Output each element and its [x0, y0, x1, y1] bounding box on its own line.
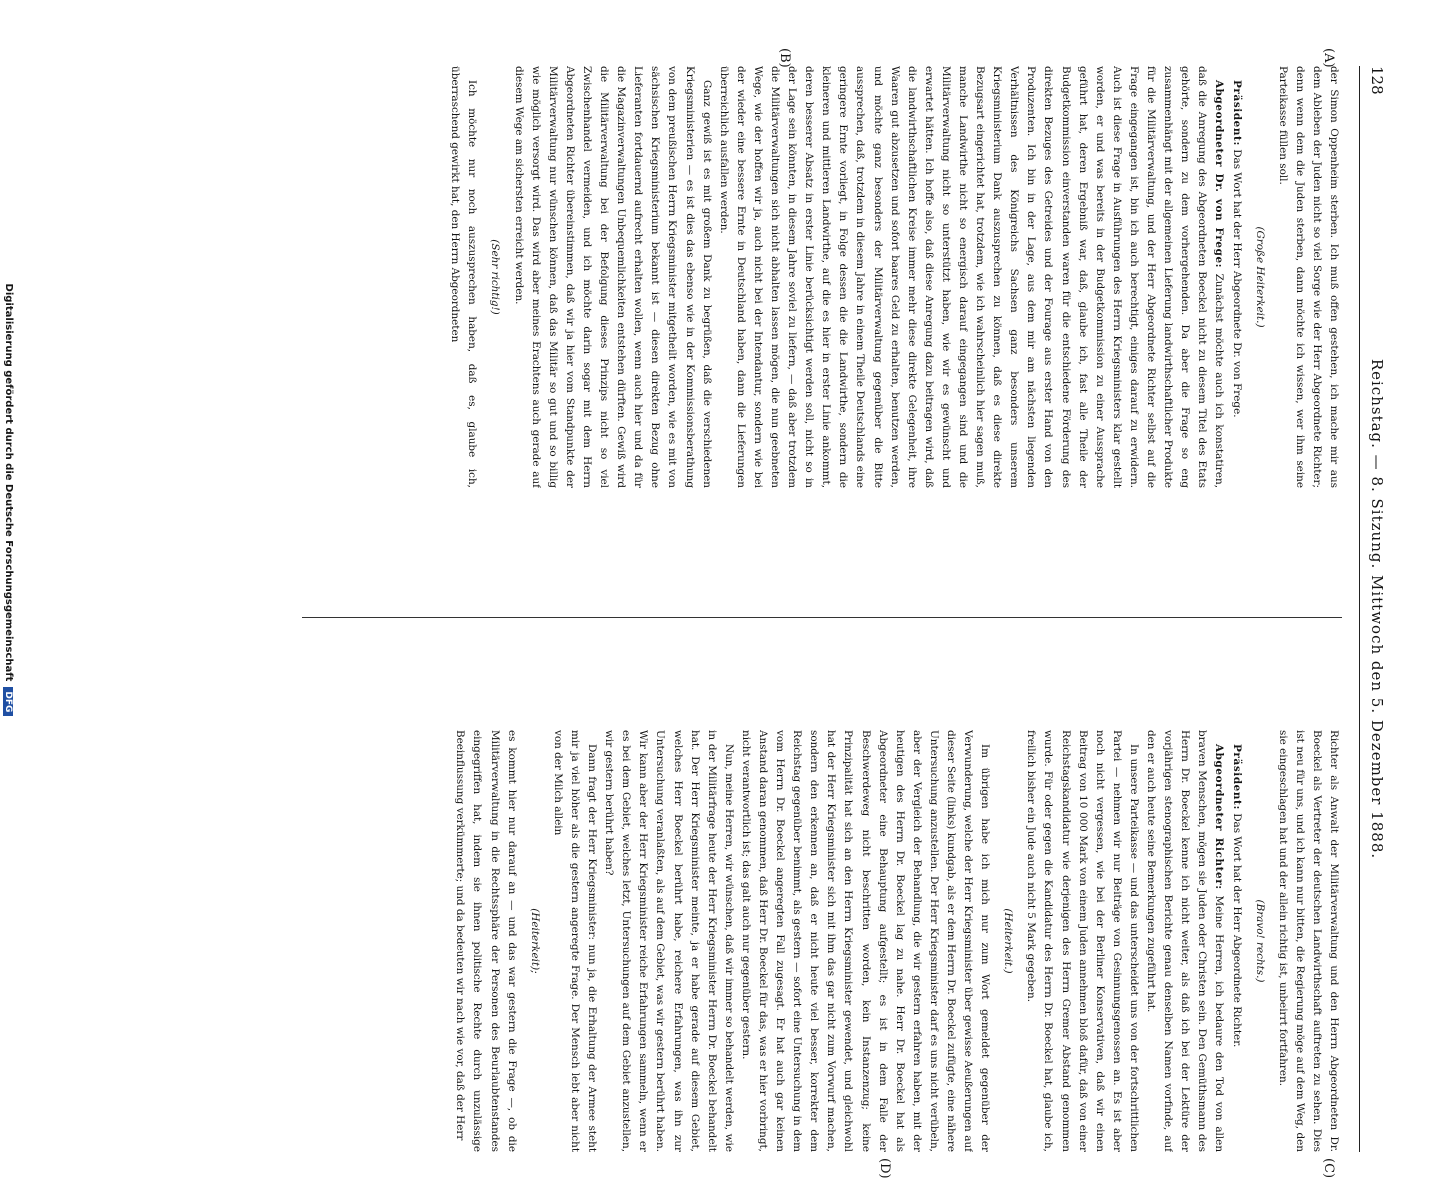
margin-marker-b: (B): [777, 48, 792, 68]
interjection: (Heiterkeit);: [528, 908, 541, 974]
running-header: [1358, 66, 1404, 1152]
paragraph: Ich möchte nur noch auszusprechen haben, daß es, glaube ich, überraschend gewirkt hat, den Herrn Abgeordneten: [449, 66, 479, 488]
column-divider: [302, 617, 1342, 618]
speech-text: Meine Herren, ich bedaure den Tod von allen braven Menschen, mögen sie Juden oder Christen sein. Den Gemüthsmann des Herrn Dr. Boeckel kenne ich nicht weiter, als daß ich bei der Lektüre der vorjährigen stenographischen Berichte genau denselben Namen vorfinde, auf den er auch heute seine Bemerkungen zugeführt hat.: [1145, 730, 1226, 1152]
left-column: [282, 66, 1342, 488]
speaker-label: Präsident:: [1230, 80, 1243, 146]
dfg-logo: DFG: [4, 687, 14, 716]
interjection: (Bravo! rechts.): [1253, 899, 1266, 983]
speaker-label: Abgeordneter Richter:: [1213, 744, 1226, 890]
interjection: (Sehr richtig!): [489, 239, 502, 315]
right-column: [282, 730, 1342, 1152]
margin-marker-c: (C): [1321, 1158, 1336, 1179]
paragraph: Im übrigen habe ich mich nur zum Wort gemeldet gegenüber der Verwunderung, welche der Herr Kriegsminister über gewisse Aeußerungen auf dieser Seite (links) kundgab, als er dem Herrn Dr. Boeckel zufügte, eine nähere Untersuchung anzustellen. Der Herr Kriegsminister darf es uns nicht verübeln, aber der Vergleich der Behandlung, die wir gestern erfahren haben, mit der heutigen des Herrn Dr. Boeckel lag zu nahe. Herr Dr. Boeckel hat als Abgeordneter eine Behauptung aufgestellt; es ist in dem Falle der Beschwerdeweg nicht beschritten worden, kein Instanzenzug; keine Prinzipalität hat sich an den Herrn Kriegsminister gewendet, und gleichwohl hat der Herr Kriegsminister sich mit ihm das gar nicht zum Vorwurf machen, sondern den erkennen an, daß er nicht heute viel besser, korrekter dem Reichstag gegenüber benimmt, als gestern — sofort eine Untersuchung in dem vom Herrn Dr. Boeckel angeregten Fall zugesagt. Er hat auch gar keinen Anstand daran genommen, daß Herr Dr. Boeckel für das, was er hier vorbringt, nicht verantwortlich ist; das galt auch nur gegenüber gestern.: [739, 730, 992, 1152]
paragraph: Ganz gewiß ist es mit großem Dank zu begrüßen, daß die verschiedenen Kriegsministerien — es ist dies das ebenso wie in der Kommissionsberathung von dem preußischen Herrn Kriegsminister mitgetheilt worden, wie es mit von sächsischen Kriegsministerium bekannt ist — diesen direkten Bezug ohne Lieferanten fortdauernd aufrecht erhalten wollen, wenn auch hier und da für die Magazinverwaltungen Unbequemlichkeiten entstehen dürften. Gewiß wird die Militärverwaltung bei der Befolgung dieses Prinzips nicht so viel Zwischenhandel vermeiden, und ich möchte darin sogar mit dem Herrn Abgeordneten Richter übereinstimmen, daß wir ja hier vom Standpunkte der Militärverwaltung nur wünschen können, daß das Militär so gut und so billig wie möglich versorgt wird. Das wird aber meines Erachtens auch gerade auf diesem Wege am sichersten erreicht werden.: [512, 66, 713, 488]
paragraph: [1227, 730, 1244, 1152]
interjection: (Heiterkeit.): [1002, 908, 1015, 974]
interjection: (Große Heiterkeit.): [1253, 226, 1266, 328]
paragraph: [1227, 66, 1244, 488]
margin-marker-a: (A): [1321, 48, 1336, 68]
paragraph: der Simon Oppenheim sterben. Ich muß offen gestehen, ich mache mir aus dem Ableben der Juden nicht so viel Sorge wie der Herr Abgeordnete Richter; denn wenn dem die Juden sterben, dann möchte ich wissen, wer ihm seine Parteikasse füllen soll.: [1276, 66, 1340, 488]
paragraph: [1142, 730, 1227, 1152]
page-number: 128: [1368, 66, 1386, 95]
paragraph: es kommt hier nur darauf an — und das war gestern die Frage —, ob die Militärverwaltung in die Rechtssphäre der Personen des Beurlaubtenstandes eingegriffen hat, indem sie ihnen politische Rechte durch unzulässige Beeinflussung verkümmerte; und da bedeuten wir nach wie vor, daß der Herr: [454, 730, 518, 1152]
margin-marker-d: (D): [877, 1158, 892, 1179]
digitization-footer: [3, 0, 14, 1000]
paragraph: Nun, meine Herren, wir wünschen, daß wir immer so behandelt werden, wie in der Militärfrage heute der Herr Kriegsminister Herrn Dr. Boeckel behandelt hat. Der Herr Kriegsminister meinte, ja er habe gerade auf diesem Gebiet, welches Herr Boeckel berührt habe, reichere Erfahrungen, was ihn zur Untersuchung veranlaßten, als auf dem Gebiet, was wir gestern berührt haben. Wir kann aber der Herr Kriegsminister reiche Erfahrungen sammeln, wenn er es bei dem Gebiet, welches letzt, Untersuchungen auf dem Gebiet anzustellen, wir gestern berührt haben?: [603, 730, 735, 1152]
speaker-label: Abgeordneter Dr. von Frege:: [1213, 80, 1226, 269]
speech-text: Das Wort hat der Herr Abgeordnete Dr. von Frege.: [1230, 145, 1243, 418]
speech-text: Zunächst möchte auch ich konstatiren, daß die Anregung des Abgeordneten Boeckel nicht zu diesem Titel des Etats gehörte, sondern zu dem vorhergehenden. Da aber die Frage so eng zusammenhängt mit der allgemeinen Lieferung landwirthschaftlicher Produkte für die Militärverwaltung, und der Herr Abgeordnete Richter selbst auf die Frage eingegangen ist, bin ich auch berechtigt, einiges darauf zu erwidern. Auch ist diese Frage in Ausführungen des Herrn Kriegsministers klar gestellt worden, er und was bereits in der Budgetkommission zu einer Aussprache geführt hat, deren Ergebniß war, daß, glaube ich, fast alle Theile der Budgetkommission einverstanden waren für die entschiedene Förderung des direkten Bezuges des Getreides und der Fourage aus erster Hand von den Produzenten. Ich bin in der Lage, aus dem mir am nächsten liegenden Verhältnissen des Königreichs Sachsen ganz besonders unserem Kriegsministerium Dank auszusprechen zu können, daß es diese direkte Bezugsart eingerichtet hat, trotzdem, wie ich wahrscheinlich hier sagen muß, manche Landwirthe nicht so energisch darauf eingegangen sind und die Militärverwaltung nicht so unterstützt haben, wie wir es gewünscht und erwartet hätten. Ich hoffe also, daß diese Anregung dazu beitragen wird, daß die landwirthschaftlichen Kreise immer mehr diese direkte Gelegenheit, ihre Waaren gut abzusetzen und sofort baares Geld zu erhalten, benutzen werden, und möchte ganz besonders der Militärverwaltung gegenüber die Bitte aussprechen, daß, trotzdem in diesem Jahre in einem Theile Deutschlands eine geringere Ernte vorliegt, in Folge dessen die die Landwirthe, sondern die kleineren und mittleren Landwirthe, auf die es hier in erster Linie ankommt, deren besserer Absatz in erster Linie berücksichtigt werden soll, nicht so in der Lage sein könnten, in diesem Jahre soviel zu liefern, — daß aber trotzdem die Militärverwaltungen sich nicht abhalten lassen mögen, die nun geebneten Wege, wie der hoffen wir ja, auch nicht bei der Intendantur, sondern wie bei der wieder eine bessere Ernte in Deutschland haben, dann die Lieferungen überreichlich ausfallen werden.: [717, 66, 1226, 488]
running-title: Reichstag. — 8. Sitzung. Mittwoch den 5. Dezember 1888.: [1368, 358, 1386, 860]
footer-text: Digitalisierung gefördert durch die Deutsche Forschungsgemeinschaft: [3, 283, 14, 682]
paragraph: In unsere Parteikasse — und das unterscheidet uns von der fortschrittlichen Partei — nehmen wir nur Beiträge von Gesinnungsgenossen an. Es ist aber noch nicht vergessen, wie bei der Berliner Konservativen, daß wir einen Beitrag von 10 000 Mark von einem Juden annehmen bloß dafür, daß von einer Reichstagskandidatur wie derjenigen des Herrn Gremer Abstand genommen wurde. Für oder gegen die Kandidatur des Herrn Dr. Boeckel hat, glaube ich, freilich bisher ein Jude auch nicht 5 Mark gegeben.: [1025, 730, 1140, 1152]
paragraph: Dann fragt der Herr Kriegsminister: nun ja, die Erhaltung der Armee steht mir ja viel höher als die gestern angeregte Frage. Der Mensch lebt aber nicht von der Milch allein: [551, 730, 599, 1152]
speaker-label: Präsident:: [1230, 744, 1243, 810]
paragraph: [715, 66, 1228, 488]
speech-text: Das Wort hat der Herr Abgeordnete Richter.: [1230, 809, 1243, 1048]
header-rule: [1359, 66, 1360, 1152]
paragraph: Richter als Anwalt der Militärverwaltung und den Herrn Abgeordneten Dr. Boeckel als Vertreter der deutschen Landwirthschaft auftreten zu sehen. Dies ist neu für uns, und ich kann nur bitten, die Regierung möge auf dem Weg, den sie eingeschlagen hat und der allein richtig ist, unbeirrt fortfahren.: [1276, 730, 1340, 1152]
